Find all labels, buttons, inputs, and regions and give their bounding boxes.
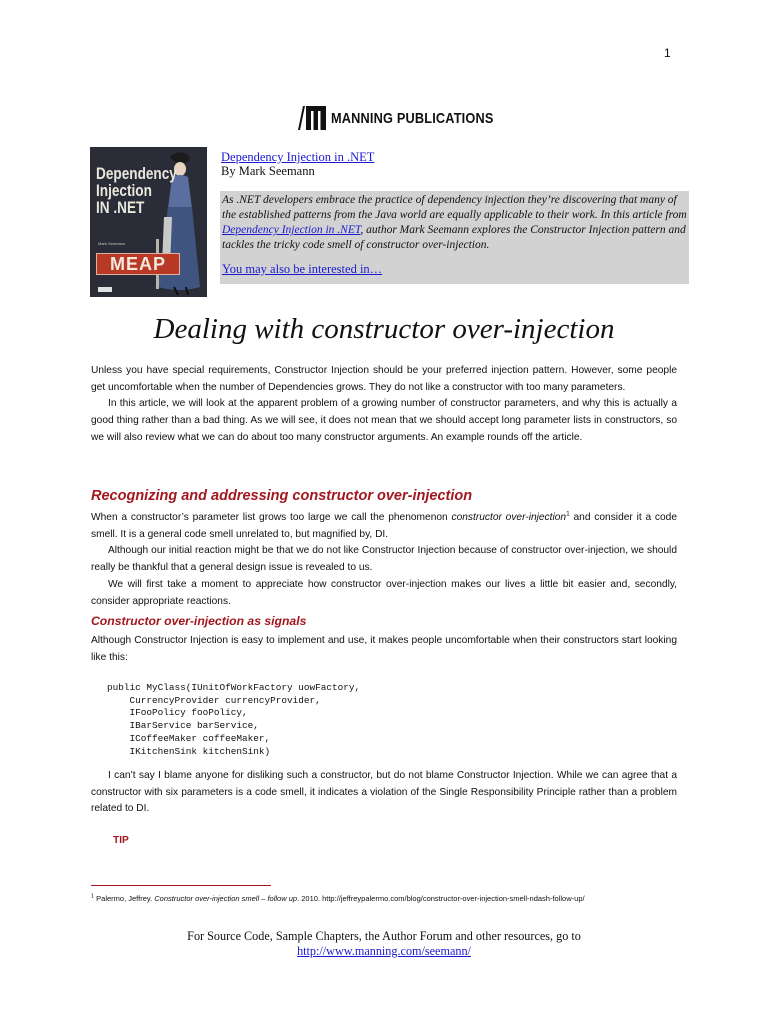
code-sample: public MyClass(IUnitOfWorkFactory uowFactory, CurrencyProvider currencyProvider, IFooPolicy fooPolicy, IBarService barService, ICoffeeMaker coffeeMaker, IKitchenSink kitchenSink)	[107, 682, 361, 757]
section2-paragraph-2: I can’t say I blame anyone for disliking such a constructor, but do not blame Constructor Injection. While we can agree that a constructor with six parameters is a code smell, it indicates a violation of the Single Responsibility Principle rather than a problem related to DI.	[91, 770, 677, 815]
book-cover-image	[90, 147, 207, 297]
section2-paragraph-1: Although Constructor Injection is easy to implement and use, it makes people uncomfortable when their constructors start looking like this:	[91, 635, 677, 663]
publisher-name: MANNING PUBLICATIONS	[331, 109, 494, 127]
section1-paragraph-1: When a constructor’s parameter list grows too large we call the phenomenon constructor over-injection$^1$ and consider it a code smell. It is a general code smell unrelated to, but magnified by, DI.	[91, 510, 678, 540]
footnote-divider	[91, 885, 271, 886]
book-title-link[interactable]: Dependency Injection in .NET	[221, 150, 375, 164]
also-interested-link[interactable]: You may also be interested in…	[222, 262, 383, 276]
meap-badge: MEAP	[96, 253, 180, 275]
abstract-text-1: As .NET developers embrace the practice of dependency injection they’re discovering that many of the established patterns from the Java world are equally applicable to their work. In this article from	[222, 194, 687, 221]
tip-label: TIP	[113, 835, 129, 846]
footnote-work-title: Constructor over-injection smell – follow up	[154, 894, 298, 903]
cover-title: Dependency Injection IN .NET	[96, 164, 177, 217]
footnote-ref[interactable]: 1	[566, 510, 570, 518]
section1-paragraph-3: We will first take a moment to appreciate how constructor over-injection makes our lives a little bit easier and, secondly, consider appropriate reactions.	[91, 578, 677, 607]
article-abstract	[220, 191, 689, 284]
book-author: By Mark Seemann	[221, 164, 315, 178]
cover-publisher-mark	[98, 287, 112, 292]
intro-paragraph-2: In this article, we will look at the apparent problem of a growing number of constructor parameters, and why this is actually a good thing rather than a bad thing. As we will see, it does not mean that we should accept long parameter lists in constructors, so we will also review what we can do about too many constructor arguments. An example rounds off the article.	[91, 398, 677, 443]
cover-author: Mark Seemann	[98, 241, 126, 246]
term-constructor-over-injection: constructor over-injection	[451, 512, 567, 523]
intro-section	[91, 363, 677, 447]
section1-paragraph-2: Although our initial reaction might be that we do not like Constructor Injection because of constructor over-injection, we should really be thankful that a general design issue is revealed to us.	[91, 545, 677, 574]
footer-text: For Source Code, Sample Chapters, the Author Forum and other resources, go to	[187, 929, 581, 943]
intro-paragraph-1: Unless you have special requirements, Constructor Injection should be your preferred injection pattern. However, some people get uncomfortable when the number of Dependencies grows. They do not like a constructor with too many parameters.	[91, 365, 677, 393]
publisher-logo	[296, 106, 522, 130]
section-recognizing-body	[91, 510, 677, 610]
section-heading-signals: Constructor over-injection as signals	[91, 614, 307, 628]
page-number: 1	[664, 46, 671, 60]
section-heading-recognizing: Recognizing and addressing constructor over-injection	[91, 488, 473, 504]
page-title: Dealing with constructor over-injection	[153, 313, 615, 345]
footnote: $^1$ Palermo, Jeffrey. Constructor over-injection smell – follow up. 2010. http://jeffreypalermo.com/blog/constructor-over-injection-smell-ndash-follow-up/	[91, 893, 585, 903]
page-footer	[0, 929, 768, 959]
manning-m-logo-icon	[296, 106, 326, 130]
footer-link[interactable]: http://www.manning.com/seemann/	[297, 944, 471, 958]
abstract-text-2: , author Mark Seemann explores the Constructor Injection pattern and tackles the tricky code smell of constructor over-injection.	[222, 224, 686, 251]
footnote-number: 1	[91, 893, 95, 900]
abstract-book-link[interactable]: Dependency Injection in .NET	[222, 224, 361, 236]
